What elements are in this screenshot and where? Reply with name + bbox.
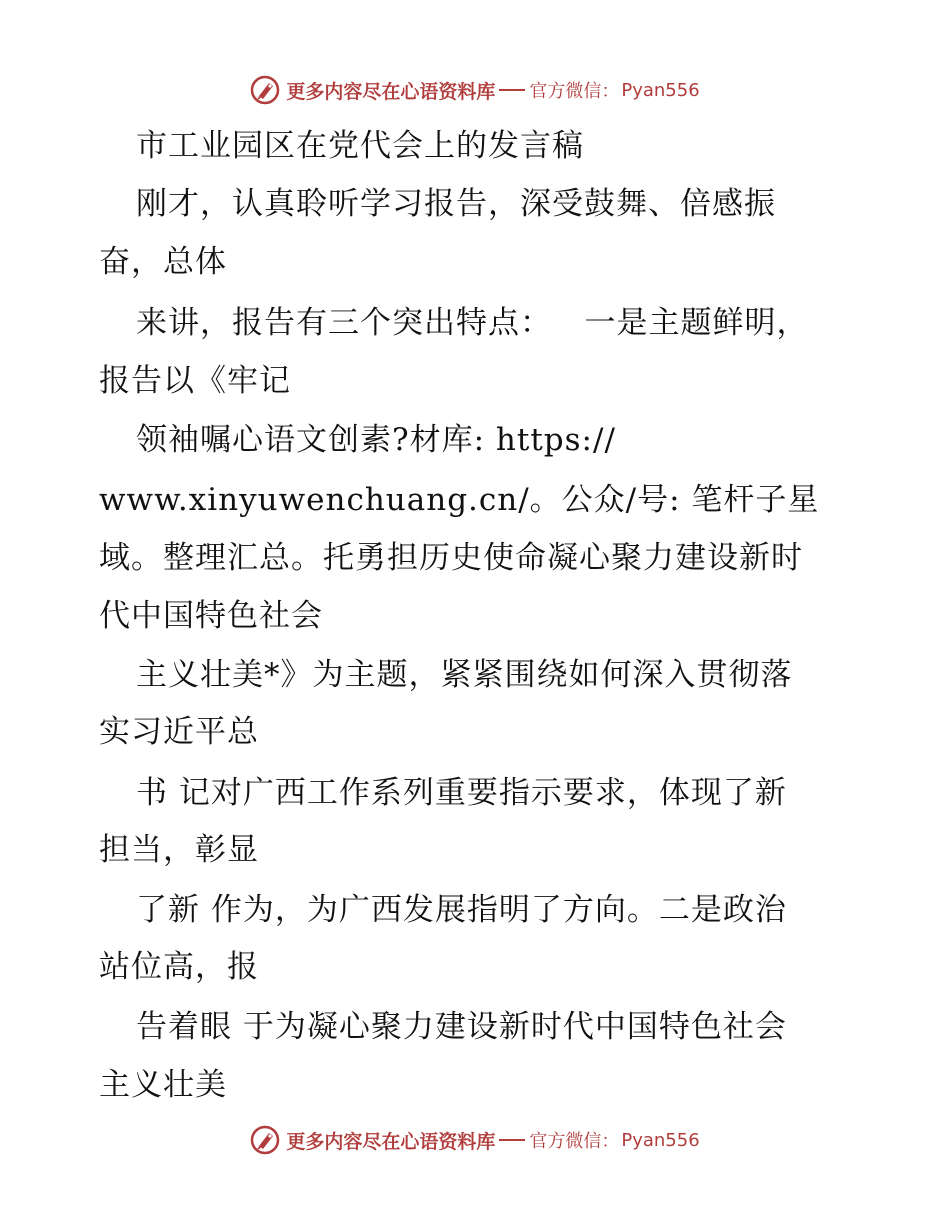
text-line: 奋，总体 [99, 244, 227, 280]
text-line: 站位高，报 [99, 949, 259, 985]
banner-separator [499, 1139, 525, 1141]
pen-nib-logo-icon [250, 1125, 280, 1155]
text-line: 告着眼 于为凝心聚力建设新时代中国特色社会 [136, 1009, 787, 1045]
text-line: www.xinyuwenchuang.cn/。公众/号: 笔杆子星 [99, 482, 820, 518]
text-line: 领袖嘱心语文创素?材库: https:// [136, 422, 616, 458]
pen-nib-logo-icon [250, 75, 280, 105]
text-line: 实习近平总 [99, 714, 259, 750]
text-line: 来讲，报告有三个突出特点： 一是主题鲜明， [136, 305, 809, 341]
text-line: 主义壮美*》为主题，紧紧围绕如何深入贯彻落 [136, 657, 793, 693]
banner-separator [499, 89, 525, 91]
text-line: 刚才，认真聆听学习报告，深受鼓舞、倍感振 [136, 186, 776, 222]
banner-wechat-id: Pyan556 [621, 1129, 700, 1151]
banner-wechat-id: Pyan556 [621, 79, 700, 101]
text-line: 主义壮美 [99, 1067, 227, 1103]
banner-official-label: 官方微信： [529, 1131, 620, 1152]
banner-slogan: 更多内容尽在心语资料库 [286, 80, 496, 103]
text-line: 书 记对广西工作系列重要指示要求，体现了新 [136, 775, 787, 811]
document-title: 市工业园区在党代会上的发言稿 [136, 128, 584, 164]
text-line: 代中国特色社会 [99, 598, 323, 634]
text-line: 了新 作为，为广西发展指明了方向。二是政治 [136, 892, 787, 928]
banner-slogan: 更多内容尽在心语资料库 [286, 1130, 496, 1153]
footer-banner [0, 1120, 950, 1160]
text-line: 域。整理汇总。托勇担历史使命凝心聚力建设新时 [99, 540, 803, 576]
text-line: 担当，彰显 [99, 832, 259, 868]
header-banner [0, 70, 950, 110]
banner-official-label: 官方微信： [529, 81, 620, 102]
text-line: 报告以《牢记 [99, 363, 291, 399]
